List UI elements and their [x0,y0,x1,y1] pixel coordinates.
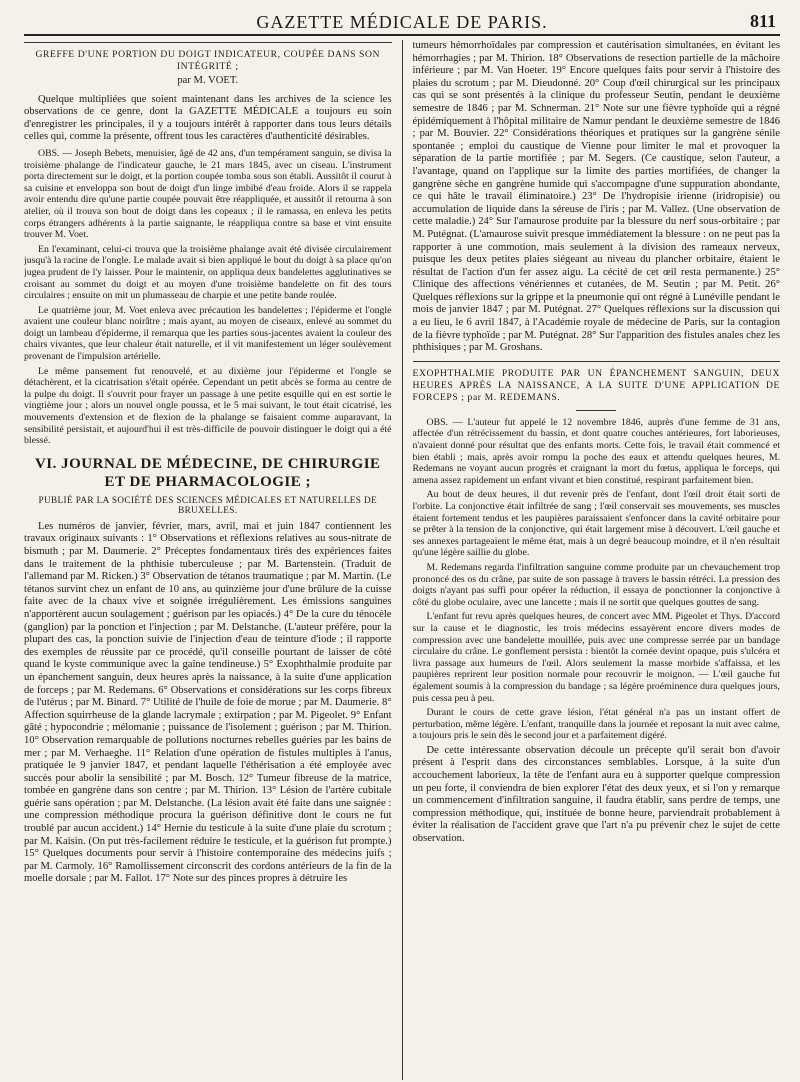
section-subtitle: PUBLIÉ PAR LA SOCIÉTÉ DES SCIENCES MÉDICALES ET NATURELLES DE BRUXELLES. [38,494,378,515]
obs-paragraph: OBS. — Joseph Bebets, menuisier, âgé de 42 ans, d'un tempérament sanguin, se divisa la troisième phalange de l'indicateur gauche, le 21 mars 1845, avec un ciseau. L'instrument porta directement sur le doigt, et la portion coupée tomba sous son établi. Aussitôt il courut à sa cuisine et enveloppa son bout de doigt d'un linge imbibé d'eau froide. Alors il se rappela avoir entendu dire qu'une partie coupée pouvait être réappliquée, et aussitôt il retourna à son atelier, où il trouva son bout de doigt dans les copeaux ; il le ramassa, en enleva les petits corps étrangers adhérents à la partie saignante, le réappliqua contre sa base et vint ensuite trouver M. Voet. [24,147,392,241]
obs-paragraph: Le même pansement fut renouvelé, et au dixième jour l'épiderme et l'ongle se détachèrent, et la cicatrisation s'était opérée. Cependant un petit abcès se forma au centre de la pulpe du doigt. Il s'ouvrit pour frayer un passage à une petite esquille qui en est sortie le vingtième jour ; alors un nouvel ongle poussa, et le 5 mai suivant, le tout était cicatrisé, les mouvements d'extension et de flexion de la phalange se faisaient comme auparavant, la sensibilité persistait, et aujourd'hui il est très-difficile de pouvoir distinguer le doigt qui a été blessé. [24,365,392,447]
exo-paragraph: Durant le cours de cette grave lésion, l'état général n'a pas un instant offert de perturbation, même légère. L'enfant, tranquille dans la journée et reposant la nuit avec calme, a toujours pris le sein dès le second jour et a parfaitement digéré. [412,707,781,742]
article-heading-greffe: GREFFE D'UNE PORTION DU DOIGT INDICATEUR, COUPÉE DANS SON INTÉGRITÉ ; [35,49,381,72]
page-number: 811 [749,11,776,31]
exo-conclusion: De cette intéressante observation découle un précepte qu'il serait bon d'avoir présent à l'esprit dans des circonstances semblables. Lorsque, à la suite d'un accouchement laborieux, la tête de l'enfant aura eu à supporter quelque compression un peu forte, il conviendra de bien explorer l'état des deux yeux, et si l'on y remarque un commencement d'infiltration sanguine, il faudra établir, sans perdre de temps, une compression méthodique, qui, instituée de bonne heure, parviendrait probablement à éviter la réalisation de l'accident grave que l'art n'a pu prévenir chez le sujet de cette observation. [412,744,781,845]
observation-block [24,148,392,447]
top-divider [24,42,392,43]
obs-paragraph: En l'examinant, celui-ci trouva que la troisième phalange avait été divisée circulairement jusqu'à la racine de l'ongle. Le malade avait si bien appliqué le bout du doigt à sa place qu'on jugea prudent de l'y laisser. Pour le maintenir, on appliqua deux bandelettes agglutinatives se croisant au sommet du doigt et au moyen d'une troisième bandelette on fit des tours circulaires ; ensuite on mit un plumasseau de charpie et une petite bande roulée. [24,243,392,302]
right-column [413,40,781,1080]
intro-paragraph: Quelque multipliées que soient maintenant dans les archives de la science les observations de ce genre, dont la GAZETTE MÉDICALE a toujours eu soin d'enregistrer les principales, il y a toujours intérêt à rapporter dans tous leurs détails celles qui, comme la présente, offrent tous les caractères d'authenticité désirables. [24,93,392,143]
short-divider [576,410,616,411]
article-author-voet: par M. VOET. [177,75,239,86]
section-divider [413,361,781,362]
exo-paragraph: M. Redemans regarda l'infiltration sanguine comme produite par un chevauchement trop prononcé des os du crâne, par suite de son passage à travers le bassin rétréci. La pression des doigts n'ayant pas suffi pour opérer la réduction, il essaya de ponctionner la conjonctive à côté du globe oculaire, avec une lancette ; mais il ne sortit que quelques gouttes de sang. [412,561,781,608]
exo-paragraph: L'enfant fut revu après quelques heures, de concert avec MM. Pigeolet et Thys. D'accord sur la cause et le diagnostic, les trois médecins essayèrent encore divers modes de compression avec une bandelette mouillée, puis avec une compresse serrée par un bandage circulaire du crâne. Le gonflement persista : bientôt la cornée devint opaque, puis s'ulcéra et livra passage aux humeurs de l'œil. Alors seulement la masse morbide s'affaissa, et les paupières reprirent leur position normale pour recouvrir le moignon. — L'œil gauche fut également soumis à la compression du bandage ; sa légère proéminence dura quelques jours, puis cessa peu à peu. [412,611,781,704]
journal-title: GAZETTE MÉDICALE DE PARIS. [256,12,548,32]
section-paragraph: Les numéros de janvier, février, mars, avril, mai et juin 1847 contiennent les travaux originaux suivants : 1° Observations et réflexions relatives au sous-nitrate de bismuth ; par M. Daumerie. 2° Préceptes fondamentaux tirés des expériences faites dans le traitement de la phthisie tuberculeuse ; par M. Bartenstein. (Traduit de l'allemand par M. Ricken.) 3° Observation de tétanos traumatique ; par M. Martin. (Le tétanos survint chez un enfant de 10 ans, au quinzième jour d'une brûlure de la cuisse faite avec de la chaux vive et soignée irrégulièrement. Les émissions sanguines n'apportèrent aucun soulagement ; guérison par les opiacés.) 4° De la cure du ténocèle (ganglion) par la ponction et l'injection ; par M. Delstanche. (L'auteur préfère, pour la plupart des cas, la ponction suivie de l'injection d'eau de teinture d'iode ; il rapporte des exemples de réussite par ce procédé, qu'il conseille pourtant de laisser de côté quand le kyste communique avec la gaîne tendineuse.) 5° Exophthalmie produite par un épanchement sanguin, deux heures après la naissance, à la suite d'une application de forceps ; par M. Redemans. 6° Observations et considérations sur les corps fibreux de l'utérus ; par M. Binard. 7° Utilité de l'huile de foie de morue ; par M. Daumerie. 8° Affection squirrheuse de la glande lacrymale ; extirpation ; par M. Pigeolet. 9° Enfant gâté ; hypocondrie ; mélomanie ; puissance de l'isolement ; guérison ; par M. Thirion. 10° Observation remarquable de pollutions nocturnes rebelles guéries par les bains de mer ; par M. Verhaeghe. 11° Relation d'une opération de fistules multiples à l'anus, pratiquée le 9 janvier 1847, et pendant laquelle l'éthérisation a été employée avec succès pour abolir la sensibilité ; par M. Bosch. 12° Tumeur fibreuse de la matrice, tombée en gangrène dans son centre ; par M. Thirion. 13° Lésion de l'artère cubitale guérie sans opération ; par M. Delstanche. (La lésion avait été faite dans une saignée : une compression méthodique procura la guérison définitive dont le cours ne fut troublé par aucun accident.) 14° Hernie du testicule à la suite d'une plaie du scrotum ; par M. Kaisin. (On put très-facilement réduire le testicule, et la guérison fut prompte.) 15° Quelques documents pour servir à l'histoire contemporaine des médecins juifs ; par M. Carmoly. 16° Ramollissement circonscrit des cordons antérieurs de la fin de la moelle dorsale ; par M. Fallot. 17° Note sur des pinces propres à détruire les [24,520,392,885]
exo-observation-block [413,417,781,742]
two-column-body [24,40,780,1080]
continuation-paragraph: tumeurs hémorrhoïdales par compression et cautérisation simultanées, en évitant les hémorrhagies ; par M. Thirion. 18° Observations de resection partielle de la mâchoire inférieure ; par M. Van Hoeter. 19° Encore quelques faits pour servir à l'histoire des plaies du scrotum ; par M. Dieudonné. 20° Coup d'œil chirurgical sur les principaux cas qui se sont présentés à la clinique du professeur Seutin, pendant le deuxième semestre de 1846 ; par M. Schnerman. 21° Note sur une fièvre typhoïde qui a régné épidémiquement à l'hôpital militaire de Namur pendant le deuxième semestre de 1846 ; par M. Bouvier. 22° Considérations théoriques et pratiques sur la gangrène sénile spontanée ; emploi du caustique de Vienne pour limiter le mal et provoquer la séparation de la partie mortifiée ; par M. Segers. (Ce caustique, selon l'auteur, a l'avantage, quand on l'applique sur la limite des parties mortifiées, de changer la gangrène sèche en gangrène humide qui s'accompagne d'une suppuration abondante, ce qui hâte le travail éliminatoire.) 23° De l'hydropisie irienne (iridropisie) ou accumulation de liquide dans la séreuse de l'iris ; par M. Vallez. (Une observation de cette maladie.) 24° Sur l'amaurose produite par la blessure du nerf sous-orbitaire ; par M. Putégnat. (L'amaurose suivit presque immédiatement la blessure : on ne peut pas la rapporter à une commotion, mais seulement à la division des rameaux nerveux, puisque les deux petites plaies siégeant au niveau du plancher orbitaire, étaient le résultat de l'action d'un fer assez aigu. La cécité de cet œil resta permanente.) 25° Clinique des affections vénériennes et cutanées, de M. Seutin ; par M. Petit. 26° Quelques réflexions sur la grippe et la pneumonie qui ont régné à Lunéville pendant le mois de janvier 1847 ; par M. Putégnat. 27° Quelques réflexions sur la discussion qui a eu lieu, le 6 avril 1847, à l'Académie royale de médecine de Paris, sur la contagion de la fièvre typhoïde ; par M. Putégnat. 28° Sur l'apparition des fistules anales chez les phthisiques ; par M. Groshans. [412,40,781,354]
page-header [24,10,780,36]
exo-paragraph: Au bout de deux heures, il dut revenir près de l'enfant, dont l'œil droit était sorti de l'orbite. La conjonctive était infiltrée de sang ; l'œil conservait ses mouvements, ses muscles étaient fortement tendus et les paupières paraissaient s'enfoncer dans la cavité orbitaire pour se prêter à la tension de la conjonctive, qui était largement mise à découvert. L'œil gauche et ses annexes partageaient le même état, mais à un degré beaucoup moindre, et il n'en résultait qu'une légère saillie du globe. [412,489,781,559]
left-column [24,40,392,1080]
obs-paragraph: Le quatrième jour, M. Voet enleva avec précaution les bandelettes ; l'épiderme et l'ongle avaient une couleur blanc noirâtre ; mais ayant, au moyen de ciseaux, enlevé au sommet du doigt un lambeau d'épiderme, il remarqua que les parties sous-jacentes avaient la couleur des chairs vivantes, que leur chaleur était naturelle, et il vit manifestement un léger soulèvement provenant de l'impulsion artérielle. [24,304,392,363]
section-title: VI. JOURNAL DE MÉDECINE, DE CHIRURGIE ET DE PHARMACOLOGIE ; [34,455,381,490]
column-divider [402,40,403,1080]
article-heading-exophthalmie: EXOPHTHALMIE PRODUITE PAR UN ÉPANCHEMENT SANGUIN, DEUX HEURES APRÈS LA NAISSANCE, A LA SUITE D'UNE APPLICATION DE FORCEPS ; par M. REDEMANS. [412,367,781,403]
exo-paragraph: OBS. — L'auteur fut appelé le 12 novembre 1846, auprès d'une femme de 31 ans, affectée d'un rétrécissement du bassin, et dont quatre couches antérieures, fort laborieuses, n'avaient donné pour résultat que des enfants morts. Cette fois, le travail était commencé et bien établi ; mais, après avoir rompu la poche des eaux et attendu quelques heures, M. Redemans ne voyant aucun progrès et craignant la mort du fœtus, appliqua le forceps, qui amena assez rapidement un enfant vivant et bien constitué, respirant parfaitement bien. [412,416,781,486]
